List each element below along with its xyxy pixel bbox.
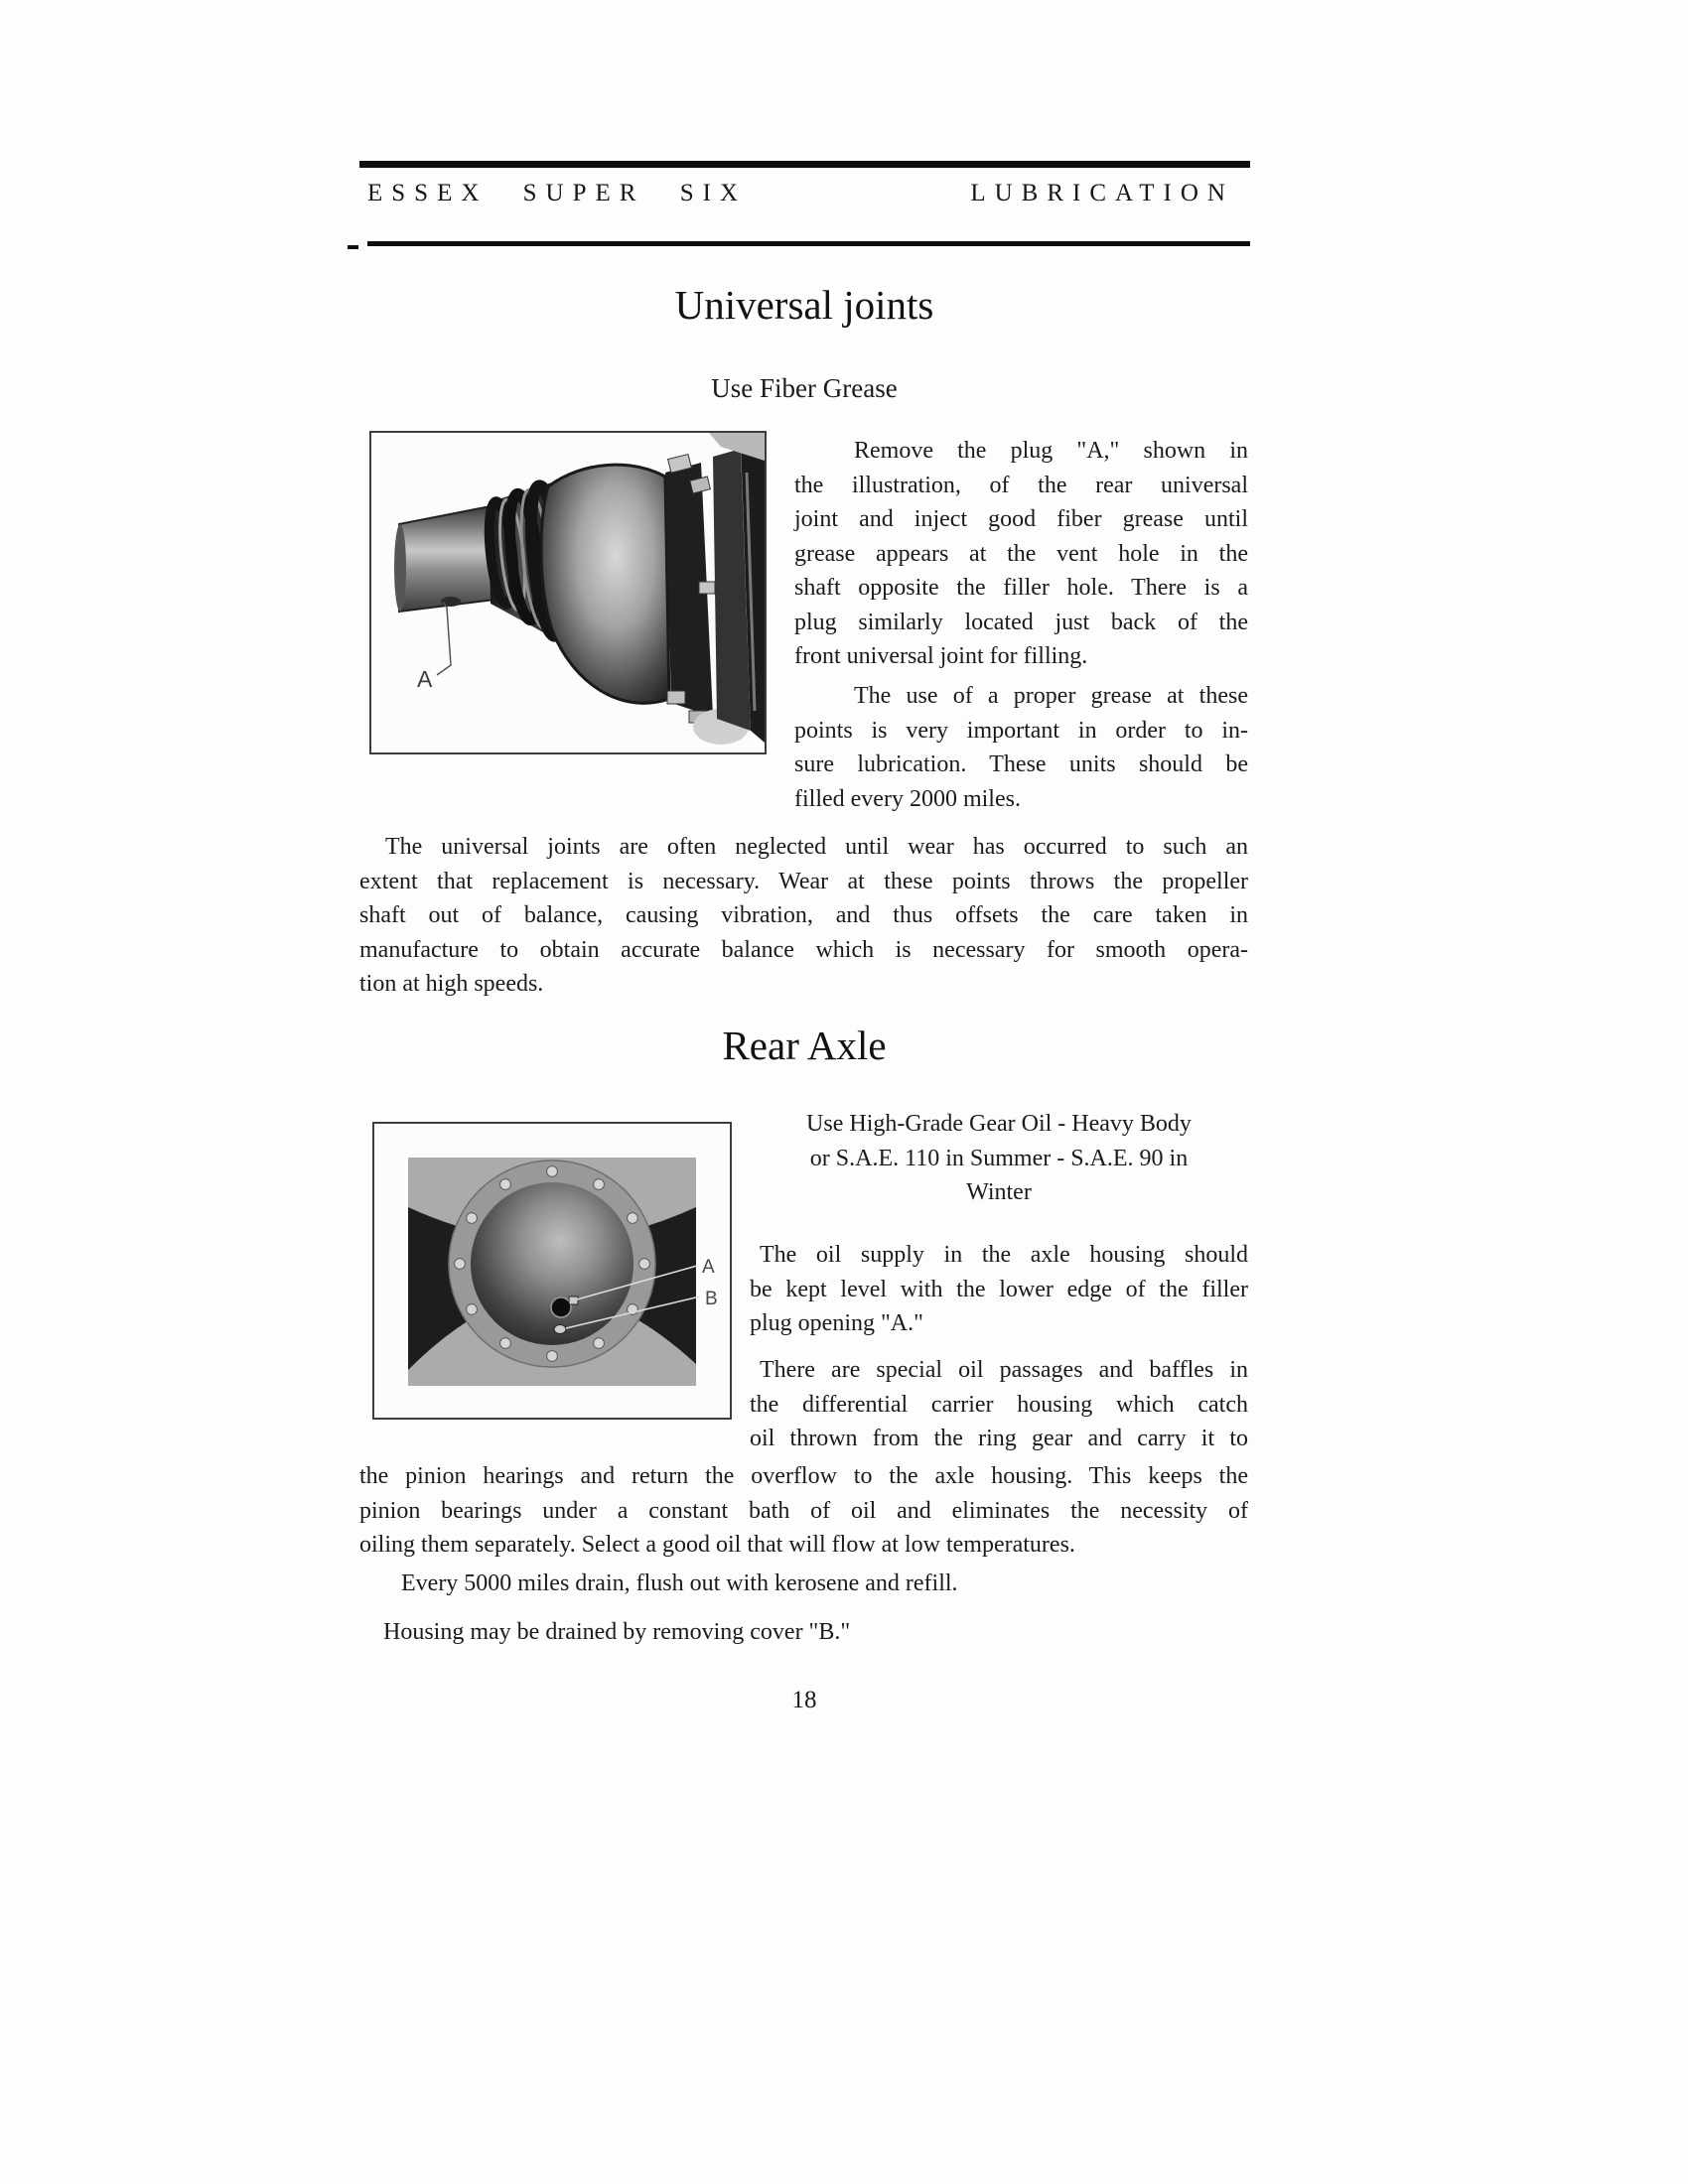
paragraph-oil-spec <box>750 1107 1248 1210</box>
figure1-label-a: A <box>417 666 433 692</box>
drain-cover-b <box>554 1325 566 1334</box>
text-line: points is very important in order to in- <box>794 717 1248 744</box>
section-title-rear-axle: Rear Axle <box>722 1023 887 1068</box>
figure2-label-b: B <box>705 1289 718 1309</box>
paragraph-oil-passages <box>750 1353 1248 1456</box>
text-line: grease appears at the vent hole in the <box>794 540 1248 567</box>
flange-bolt <box>699 582 715 594</box>
paragraph-proper-grease <box>794 679 1248 816</box>
propeller-shaft <box>394 506 494 612</box>
filler-plug-opening-a <box>551 1297 571 1317</box>
flange-bolt <box>667 691 685 704</box>
text-line: the pinion hearings and return the overflow to the axle housing. This keeps the <box>359 1463 1248 1489</box>
text-line: joint and inject good fiber grease until <box>794 506 1248 532</box>
flange-ring <box>665 455 715 723</box>
text-line: the illustration, of the rear universal <box>794 472 1248 498</box>
text-line: sure lubrication. These units should be <box>794 751 1248 777</box>
header-rule-top <box>359 161 1250 168</box>
text-line: the differential carrier housing which catch <box>750 1391 1248 1418</box>
filler-plug <box>569 1297 578 1304</box>
label-a-callout <box>417 602 451 692</box>
paragraph-joints-neglected <box>359 830 1248 1002</box>
text-line: The universal joints are often neglected until wear has occurred to such an <box>385 834 1248 860</box>
differential-cover <box>449 1160 655 1367</box>
text-line: filled every 2000 miles. <box>794 785 1021 812</box>
header-right-title: LUBRICATION <box>970 180 1234 206</box>
page-number: 18 <box>791 1687 817 1713</box>
rear-axle-photo <box>374 1124 730 1418</box>
section-title-universal-joints: Universal joints <box>674 282 934 328</box>
text-line: pinion bearings under a constant bath of oil and eliminates the necessity of <box>359 1497 1248 1524</box>
header-rule-bottom <box>367 241 1250 246</box>
note-drain-cover: Housing may be drained by removing cover "B." <box>383 1619 851 1645</box>
text-line: or S.A.E. 110 in Summer - S.A.E. 90 in <box>809 1145 1189 1171</box>
stray-scan-mark <box>348 245 358 249</box>
bell-housing <box>541 465 669 703</box>
figure-rear-axle <box>372 1122 732 1420</box>
text-line: plug opening "A." <box>750 1310 923 1336</box>
text-line: There are special oil passages and baffles in <box>760 1357 1248 1383</box>
text-line: The use of a proper grease at these <box>854 683 1248 709</box>
text-line: oiling them separately. Select a good oil that will flow at low temperatures. <box>359 1532 1075 1558</box>
note-drain-interval: Every 5000 miles drain, flush out with kerosene and refill. <box>401 1570 958 1596</box>
figure-universal-joint <box>369 431 767 754</box>
cover-dome <box>471 1182 633 1345</box>
text-line: oil thrown from the ring gear and carry it to <box>750 1426 1248 1451</box>
text-line: plug similarly located just back of the <box>794 609 1248 635</box>
universal-joint-photo <box>371 433 765 752</box>
text-line: front universal joint for filling. <box>794 643 1088 669</box>
text-line: extent that replacement is necessary. Wear at these points throws the propeller <box>359 868 1248 894</box>
text-line: Remove the plug "A," shown in <box>854 438 1248 464</box>
header-left-title: ESSEX SUPER SIX <box>367 180 747 206</box>
grease-plug-a <box>441 597 461 607</box>
text-line: Winter <box>966 1179 1032 1205</box>
paragraph-oil-supply <box>750 1238 1248 1341</box>
text-line: The oil supply in the axle housing should <box>760 1242 1248 1268</box>
figure2-label-a: A <box>702 1257 715 1278</box>
text-line: Use High-Grade Gear Oil - Heavy Body <box>806 1111 1192 1137</box>
paragraph-remove-plug <box>794 434 1248 674</box>
text-line: shaft out of balance, causing vibration, and thus offsets the care taken in <box>359 902 1248 928</box>
text-line: tion at high speeds. <box>359 971 544 997</box>
subtitle-use-fiber-grease: Use Fiber Grease <box>711 373 898 403</box>
text-line: shaft opposite the filler hole. There is a <box>794 575 1248 601</box>
text-line: be kept level with the lower edge of the filler <box>750 1276 1248 1302</box>
text-line: manufacture to obtain accurate balance which is necessary for smooth opera- <box>359 936 1248 963</box>
paragraph-pinion-bearings <box>359 1459 1248 1563</box>
